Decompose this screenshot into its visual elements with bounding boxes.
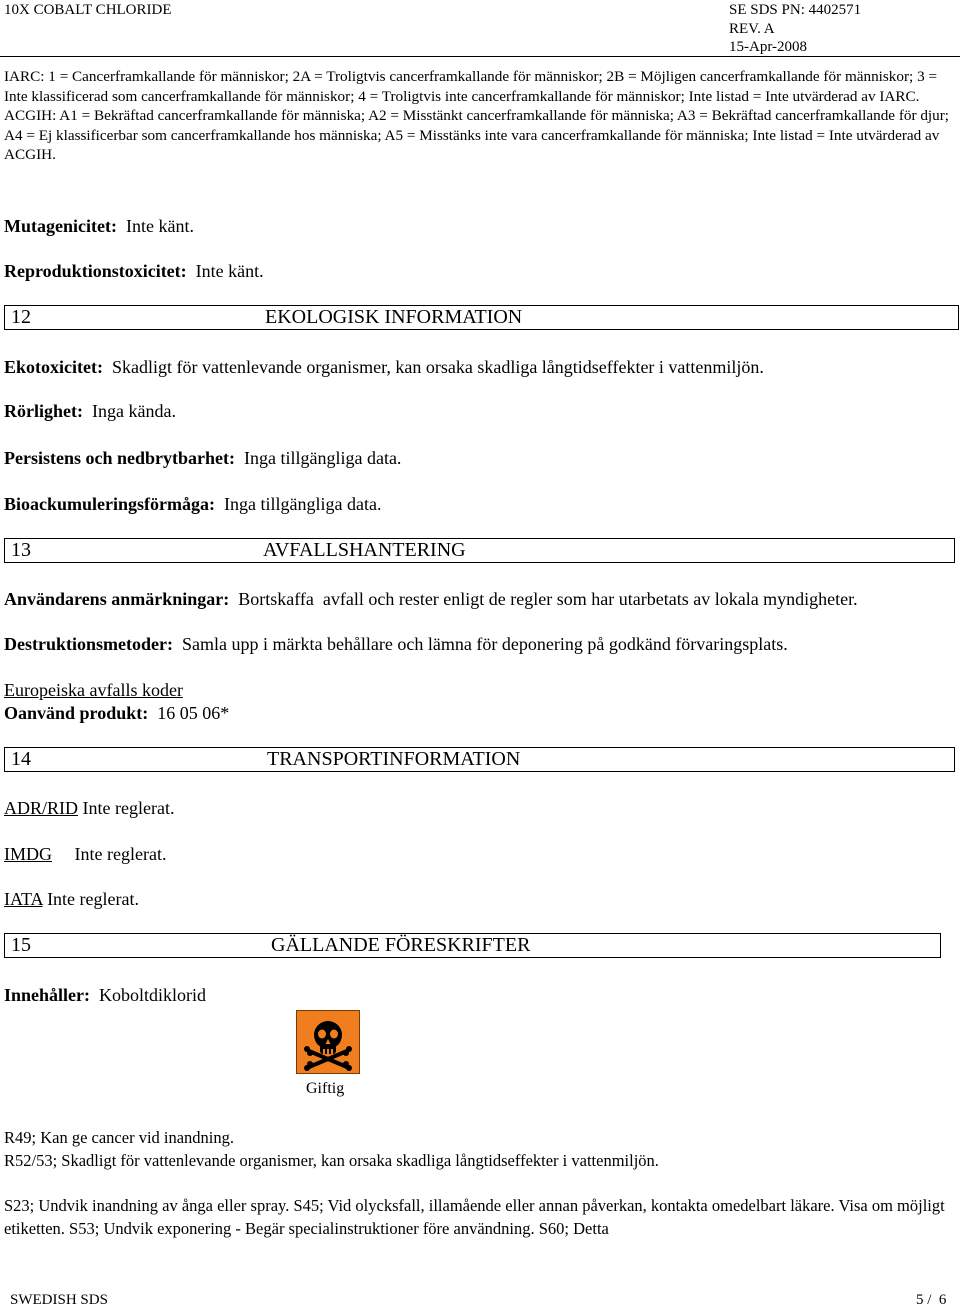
iata-label: IATA: [4, 889, 43, 909]
mutagenicity-label: Mutagenicitet:: [4, 216, 117, 236]
ecotox-value: Skadligt för vattenlevande organismer, kan orsaka skadliga långtidseffekter i vattenmiljön.: [111, 357, 764, 377]
mobility-label: Rörlighet:: [4, 401, 83, 421]
user-notes-row: [4, 588, 858, 610]
carcinogenicity-notes: [4, 67, 958, 165]
bioaccumulation-row: [4, 493, 381, 515]
revision-date: 15-Apr-2008: [729, 39, 808, 55]
sds-part-number: SE SDS PN: 4402571: [729, 2, 862, 18]
revision: REV. A: [729, 20, 775, 37]
mutagenicity-value: Inte känt.: [125, 216, 194, 236]
bioaccumulation-label: Bioackumuleringsförmåga:: [4, 494, 215, 514]
iarc-legend: IARC: 1 = Cancerframkallande för människor; 2A = Troligtvis cancerframkallande för människor; 2B = Möjligen cancerframkallande för människor; 3 = Inte klassificerad som cancerframkallande för människor; 4 = Troligtvis inte cancerframkallande för människor; Inte listad = Inte utvärderad av IARC.: [4, 68, 938, 105]
unused-product-label: Oanvänd produkt:: [4, 703, 149, 723]
unused-product-value: 16 05 06*: [157, 703, 230, 723]
section-15-number: 15: [11, 934, 31, 956]
persistence-row: [4, 447, 401, 469]
section-15-heading: [4, 933, 941, 958]
section-13-number: 13: [11, 539, 31, 561]
document-meta: [729, 1, 959, 57]
skull-and-crossbones-icon: [296, 1010, 360, 1074]
imdg-row: [4, 843, 166, 865]
section-14-number: 14: [11, 748, 31, 770]
contains-value: Koboltdiklorid: [99, 985, 207, 1005]
footer-page-number: 5 / 6: [916, 1292, 947, 1308]
adr-value: Inte reglerat.: [82, 798, 175, 818]
reprotox-row: [4, 260, 264, 282]
persistence-label: Persistens och nedbrytbarhet:: [4, 448, 235, 468]
section-12-title: EKOLOGISK INFORMATION: [265, 306, 523, 328]
user-notes-label: Användarens anmärkningar:: [4, 589, 230, 609]
destruction-label: Destruktionsmetoder:: [4, 634, 173, 654]
iata-value: Inte reglerat.: [47, 889, 140, 909]
destruction-row: [4, 633, 788, 655]
section-14-heading: [4, 747, 955, 772]
section-14-title: TRANSPORTINFORMATION: [267, 748, 521, 770]
r-phrase-1: R49; Kan ge cancer vid inandning.: [4, 1128, 235, 1147]
product-name: 10X COBALT CHLORIDE: [4, 2, 172, 18]
section-12-number: 12: [11, 306, 31, 328]
destruction-value: Samla upp i märkta behållare och lämna för deponering på godkänd förvaringsplats.: [181, 634, 788, 654]
r-phrase-2: R52/53; Skadligt för vattenlevande organismer, kan orsaka skadliga långtidseffekter i vattenmiljön.: [4, 1151, 659, 1170]
imdg-value: Inte reglerat.: [74, 844, 167, 864]
reprotox-value: Inte känt.: [195, 261, 264, 281]
mutagenicity-row: [4, 215, 194, 237]
mobility-row: [4, 400, 176, 422]
ecotox-label: Ekotoxicitet:: [4, 357, 103, 377]
s-phrases: S23; Undvik inandning av ånga eller spray. S45; Vid olycksfall, illamående eller annan påverkan, kontakta omedelbart läkare. Visa om möjligt etiketten. S53; Undvik exponering - Begär specialinstruktioner före användning. S60; Detta: [4, 1196, 945, 1238]
user-notes-value: Bortskaffa avfall och rester enligt de regler som har utarbetats av lokala myndigheter.: [238, 589, 858, 609]
pictogram-caption: Giftig: [306, 1080, 345, 1097]
reprotox-label: Reproduktionstoxicitet:: [4, 261, 187, 281]
header-divider: [0, 56, 960, 57]
section-15-title: GÄLLANDE FÖRESKRIFTER: [271, 934, 531, 956]
iata-row: [4, 888, 139, 910]
contains-row: [4, 984, 206, 1006]
ecotox-row: [4, 356, 764, 378]
persistence-value: Inga tillgängliga data.: [243, 448, 402, 468]
adr-row: [4, 797, 174, 819]
bioaccumulation-value: Inga tillgängliga data.: [224, 494, 382, 514]
contains-label: Innehåller:: [4, 985, 91, 1005]
section-13-heading: [4, 538, 955, 563]
section-13-title: AVFALLSHANTERING: [263, 539, 466, 561]
mobility-value: Inga kända.: [91, 401, 176, 421]
footer-document-name: SWEDISH SDS: [10, 1292, 108, 1308]
eu-waste-codes-heading: Europeiska avfalls koder: [4, 680, 183, 700]
acgih-legend: ACGIH: A1 = Bekräftad cancerframkallande för människa; A2 = Misstänkt cancerframkallande för människa; A3 = Bekräftad cancerframkallande för djur; A4 = Ej klassificerbar som cancerframkallande hos människa; A5 = Misstänks inte vara cancerframkallande för människa; Inte listad = Inte utvärderad av ACGIH.: [4, 107, 950, 164]
adr-label: ADR/RID: [4, 798, 79, 818]
unused-product-row: [4, 702, 229, 724]
imdg-label: IMDG: [4, 844, 52, 864]
section-12-heading: [4, 305, 959, 330]
